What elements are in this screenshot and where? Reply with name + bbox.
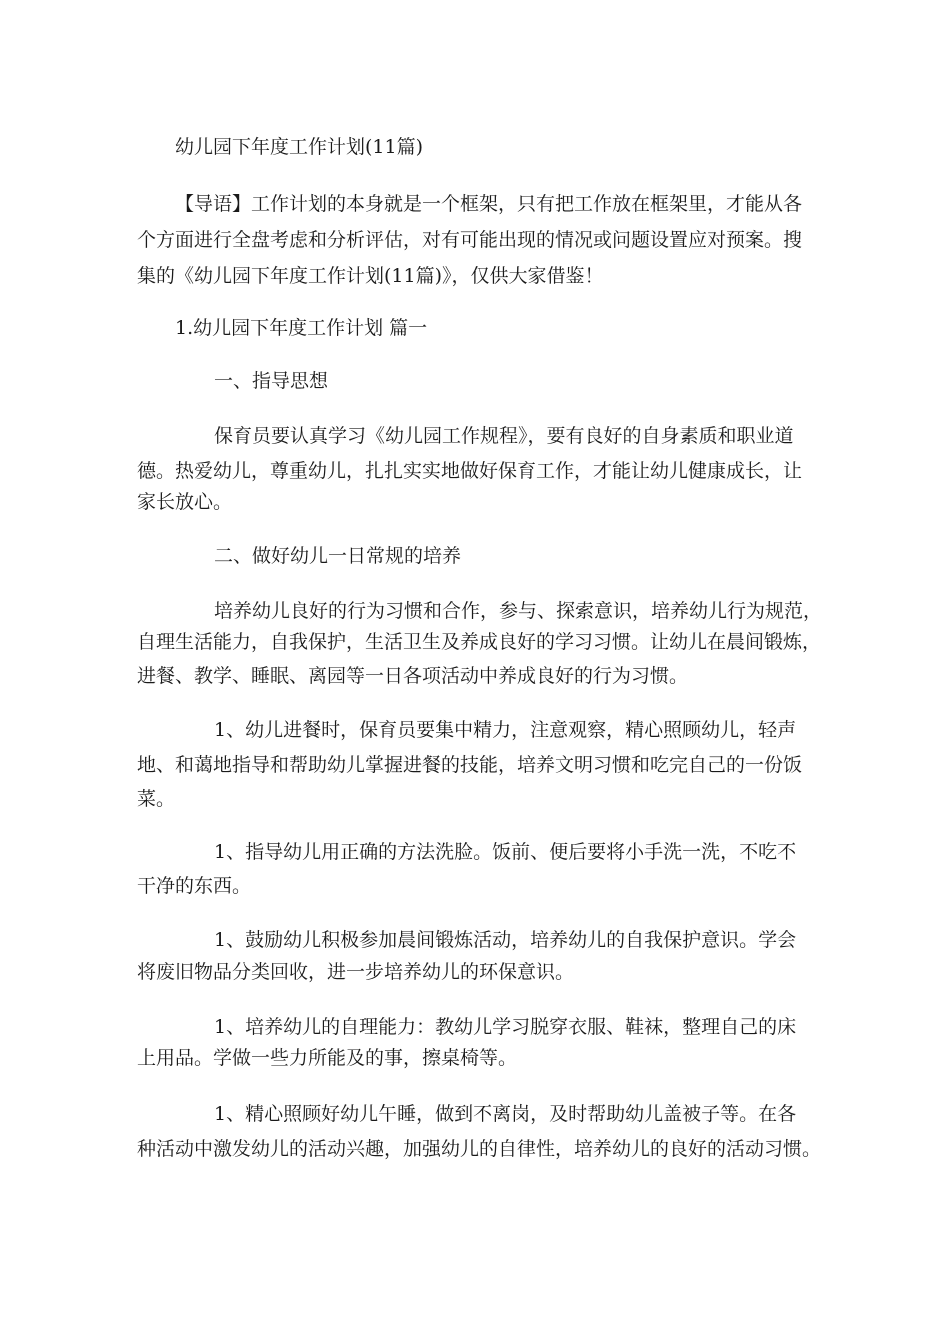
intro-line-1: 【导语】工作计划的本身就是一个框架，只有把工作放在框架里，才能从各 (175, 193, 803, 215)
item-5-line-2: 种活动中激发幼儿的活动兴趣，加强幼儿的自律性，培养幼儿的良好的活动习惯。 (137, 1138, 822, 1160)
item-1-line-3: 菜。 (137, 788, 176, 810)
document-title: 幼儿园下年度工作计划(11篇) (175, 136, 424, 158)
intro-line-3: 集的《幼儿园下年度工作计划(11篇)》，仅供大家借鉴！ (137, 265, 604, 287)
para-1-line-2: 德。热爱幼儿，尊重幼儿，扎扎实实地做好保育工作，才能让幼儿健康成长，让 (137, 460, 803, 482)
para-2-line-2: 自理生活能力，自我保护，生活卫生及养成良好的学习习惯。让幼儿在晨间锻炼， (137, 631, 822, 653)
item-5-line-1: 1、精心照顾好幼儿午睡，做到不离岗，及时帮助幼儿盖被子等。在各 (214, 1103, 797, 1125)
item-1-line-1: 1、幼儿进餐时，保育员要集中精力，注意观察，精心照顾幼儿，轻声 (214, 719, 797, 741)
item-4-line-1: 1、培养幼儿的自理能力：教幼儿学习脱穿衣服、鞋袜，整理自己的床 (214, 1016, 797, 1038)
item-4-line-2: 上用品。学做一些力所能及的事，擦桌椅等。 (137, 1047, 518, 1069)
item-2-line-2: 干净的东西。 (137, 875, 252, 897)
heading-daily-routine: 二、做好幼儿一日常规的培养 (214, 545, 462, 567)
item-1-line-2: 地、和蔼地指导和帮助幼儿掌握进餐的技能，培养文明习惯和吃完自己的一份饭 (137, 754, 803, 776)
para-1-line-1: 保育员要认真学习《幼儿园工作规程》，要有良好的自身素质和职业道 (214, 425, 794, 447)
para-2-line-1: 培养幼儿良好的行为习惯和合作，参与、探索意识，培养幼儿行为规范， (214, 600, 823, 622)
item-3-line-2: 将废旧物品分类回收，进一步培养幼儿的环保意识。 (137, 961, 575, 983)
item-2-line-1: 1、指导幼儿用正确的方法洗脸。饭前、便后要将小手洗一洗，不吃不 (214, 841, 797, 863)
item-3-line-1: 1、鼓励幼儿积极参加晨间锻炼活动，培养幼儿的自我保护意识。学会 (214, 929, 797, 951)
heading-guiding-thought: 一、指导思想 (214, 370, 329, 392)
intro-line-2: 个方面进行全盘考虑和分析评估，对有可能出现的情况或问题设置应对预案。搜 (137, 229, 803, 251)
para-1-line-3: 家长放心。 (137, 491, 233, 513)
para-2-line-3: 进餐、教学、睡眠、离园等一日各项活动中养成良好的行为习惯。 (137, 665, 689, 687)
section-heading: 1.幼儿园下年度工作计划 篇一 (175, 317, 428, 339)
